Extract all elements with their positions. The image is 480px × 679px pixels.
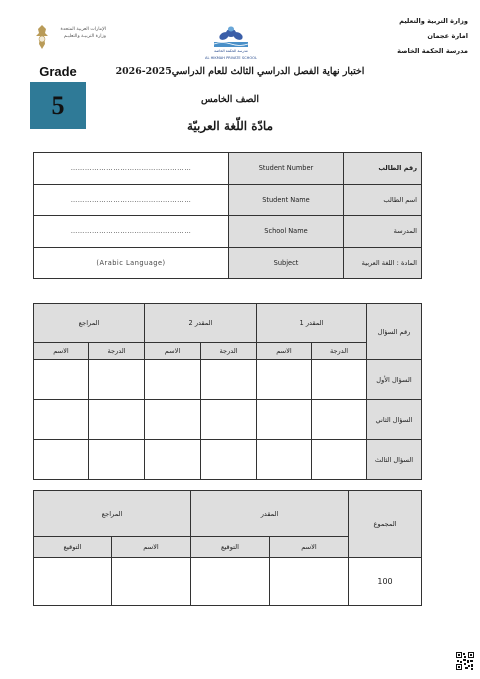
- ministry-header: [358, 14, 468, 59]
- question-3-label: السؤال الثالث: [367, 440, 422, 480]
- grade-cell[interactable]: [34, 360, 89, 400]
- grade-cell[interactable]: [145, 440, 201, 480]
- grade-cell[interactable]: [145, 400, 201, 440]
- falcon-emblem-icon: [32, 24, 52, 50]
- grade-cell[interactable]: [145, 360, 201, 400]
- estimator-1-grade-header: الدرجة: [312, 343, 367, 360]
- school-logo-caption: AL HIKMAH PRIVATE SCHOOL: [204, 56, 258, 60]
- table-header-row: [34, 304, 422, 343]
- grade-cell[interactable]: [257, 400, 312, 440]
- school-name-label-en: School Name: [229, 216, 344, 248]
- question-1-label: السؤال الأول: [367, 360, 422, 400]
- table-row: [34, 558, 422, 606]
- grades-table: [33, 303, 422, 480]
- grade-cell[interactable]: [312, 440, 367, 480]
- student-number-field[interactable]: ……………………………………………: [34, 153, 229, 185]
- emirate-line: امارة عجمان: [427, 32, 468, 40]
- grade-cell[interactable]: [89, 360, 145, 400]
- school-name-label-ar: المدرسة: [344, 216, 422, 248]
- grade-cell[interactable]: [257, 360, 312, 400]
- reviewer-name-cell[interactable]: [112, 558, 191, 606]
- total-table: [33, 490, 422, 606]
- grade-box: [30, 64, 86, 129]
- estimator-2-header: المقدر 2: [145, 304, 257, 343]
- reviewer-name-header: الاسم: [34, 343, 89, 360]
- grade-cell[interactable]: [34, 400, 89, 440]
- total-estimator-header: المقدر: [191, 491, 349, 537]
- table-row: [34, 440, 422, 480]
- subject-label-ar: المادة : اللغة العربية: [344, 247, 422, 279]
- grade-cell[interactable]: [257, 440, 312, 480]
- grade-cell[interactable]: [201, 360, 257, 400]
- student-info-table: [33, 152, 422, 279]
- table-subheader-row: [34, 343, 422, 360]
- grade-cell[interactable]: [89, 400, 145, 440]
- grade-label: Grade: [39, 64, 77, 79]
- table-row: [34, 247, 422, 279]
- reviewer-signature-header: التوقيع: [34, 537, 112, 558]
- question-number-header: رقم السؤال: [367, 304, 422, 360]
- exam-title: اختبار نهاية الفصل الدراسي الثالث للعام الدراسي2025-2026: [115, 66, 365, 77]
- subject-label-en: Subject: [229, 247, 344, 279]
- reviewer-header: المراجع: [34, 304, 145, 343]
- reviewer-grade-header: الدرجة: [89, 343, 145, 360]
- subject-title: مادّة اللّغة العربيّة: [186, 119, 274, 133]
- grade-cell[interactable]: [89, 440, 145, 480]
- student-number-label-en: Student Number: [229, 153, 344, 185]
- table-row: [34, 184, 422, 216]
- student-name-field[interactable]: ……………………………………………: [34, 184, 229, 216]
- estimator-2-grade-header: الدرجة: [201, 343, 257, 360]
- total-value: 100: [349, 558, 422, 606]
- uae-logo-line: الإمارات العربية المتحدة: [60, 27, 106, 32]
- ministry-line: وزارة التربية والتعليم: [399, 17, 468, 25]
- estimator-signature-cell[interactable]: [191, 558, 270, 606]
- svg-text:مدرسة الحكمة الخاصة: مدرسة الحكمة الخاصة: [214, 49, 248, 53]
- qr-code-icon: [456, 652, 474, 670]
- school-name-field[interactable]: ……………………………………………: [34, 216, 229, 248]
- question-2-label: السؤال الثاني: [367, 400, 422, 440]
- grade-cell[interactable]: [34, 440, 89, 480]
- table-row: [34, 153, 422, 185]
- table-row: [34, 216, 422, 248]
- estimator-1-name-header: الاسم: [257, 343, 312, 360]
- grade-cell[interactable]: [201, 440, 257, 480]
- class-title: الصف الخامس: [201, 94, 259, 105]
- total-reviewer-header: المراجع: [34, 491, 191, 537]
- subject-value: (Arabic Language): [34, 247, 229, 279]
- grade-number: 5: [30, 82, 86, 129]
- grade-cell[interactable]: [312, 400, 367, 440]
- estimator-name-cell[interactable]: [270, 558, 349, 606]
- estimator-signature-header: التوقيع: [191, 537, 270, 558]
- grade-cell[interactable]: [201, 400, 257, 440]
- student-name-label-ar: اسم الطالب: [344, 184, 422, 216]
- table-row: [34, 360, 422, 400]
- estimator-name-header: الاسم: [270, 537, 349, 558]
- reviewer-signature-cell[interactable]: [34, 558, 112, 606]
- student-name-label-en: Student Name: [229, 184, 344, 216]
- uae-ministry-logo: [24, 22, 108, 54]
- school-logo: [198, 24, 264, 60]
- estimator-2-name-header: الاسم: [145, 343, 201, 360]
- uae-logo-line: وزارة التربيـة والتعليـم: [63, 34, 106, 39]
- school-crest-icon: [198, 24, 264, 54]
- estimator-1-header: المقدر 1: [257, 304, 367, 343]
- reviewer-name-header: الاسم: [112, 537, 191, 558]
- grade-cell[interactable]: [312, 360, 367, 400]
- total-label: المجموع: [349, 491, 422, 558]
- table-row: [34, 400, 422, 440]
- table-header-row: [34, 491, 422, 537]
- school-line: مدرسة الحكمة الخاصة: [397, 47, 468, 55]
- student-number-label-ar: رقم الطالب: [344, 153, 422, 185]
